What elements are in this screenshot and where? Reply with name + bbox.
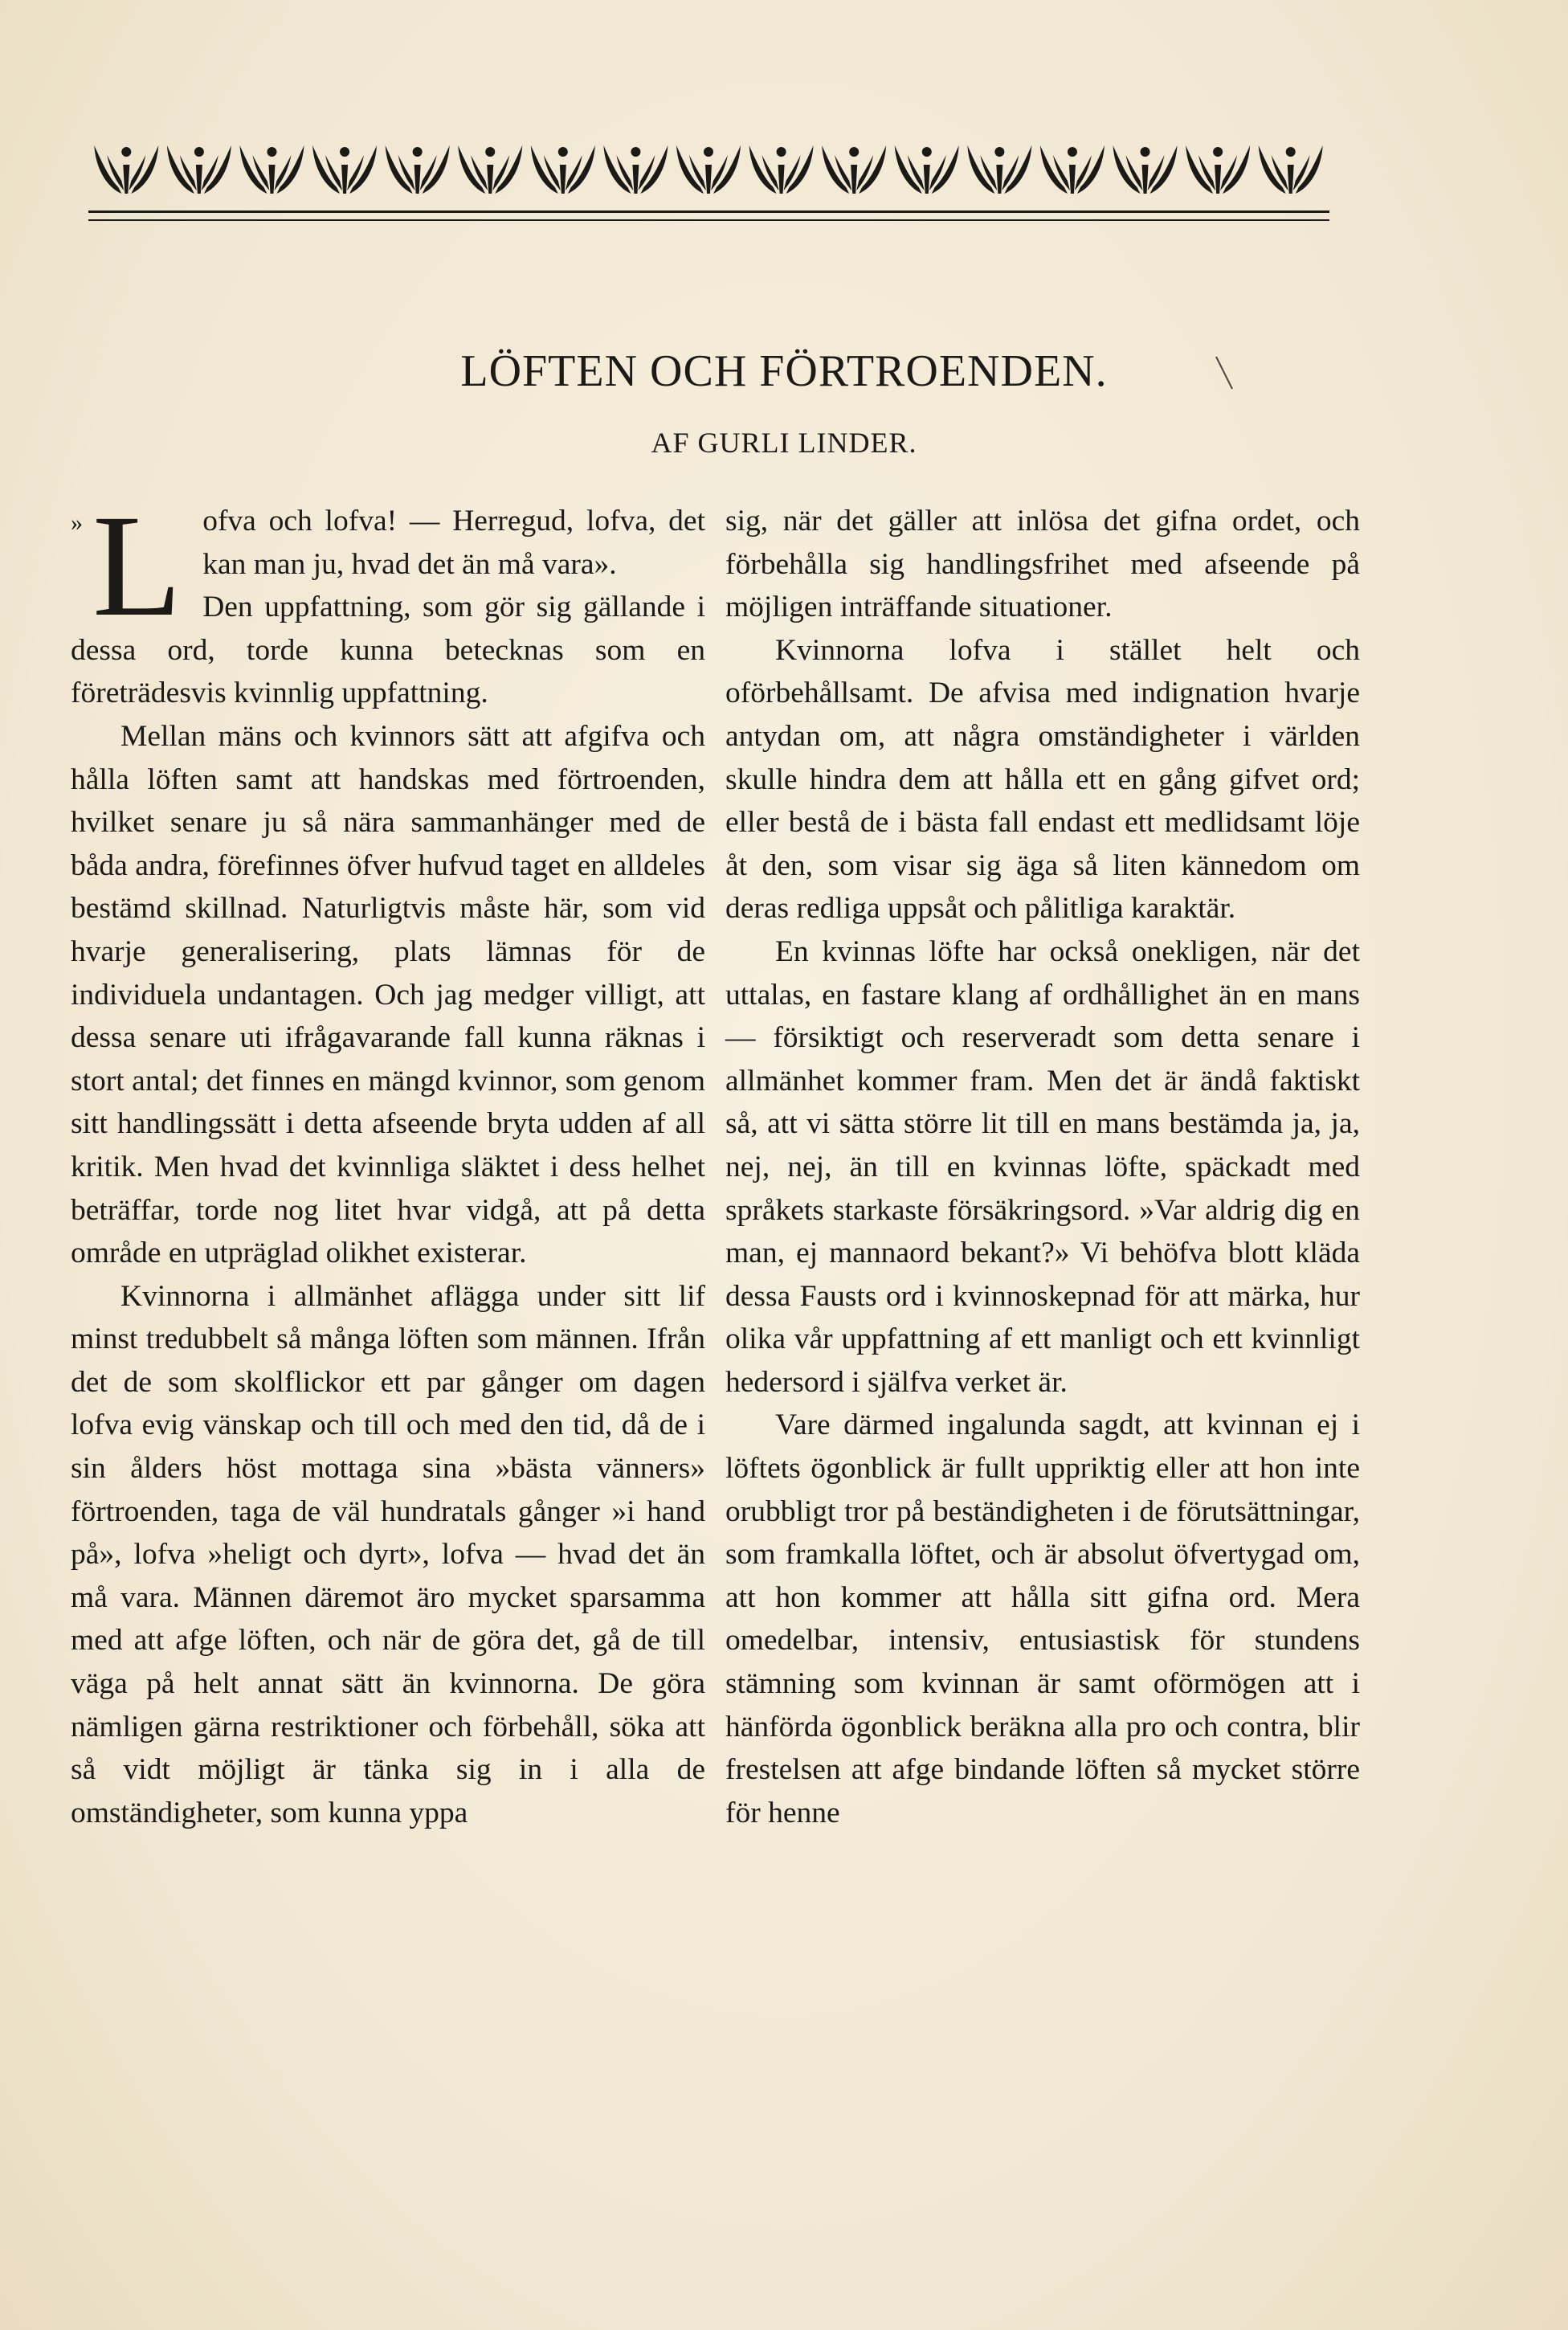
paragraph-4: Kvinnorna i allmänhet aflägga under sitt lif minst tredubbelt så många löften som männen. Ifrån det de som skolflickor ett par gånger om dagen lofva evig vänskap och till och med den tid, då de i sin ålders höst mottaga sina »bästa vänners» förtroenden, taga de väl hundratals gånger »i hand på», lofva »heligt och dyrt», lofva — hvad det än må vara. Männen däremot äro mycket sparsamma med att afge löften, och när de göra det, gå de till väga på helt annat sätt än kvinnorna. De göra nämligen gärna restriktioner och förbehåll, söka att så vidt möjligt är tänka sig in i alla de omständigheter, som kunna yppa xyxy=(71,1279,705,1829)
opening-quote: » xyxy=(71,509,83,536)
article-author: AF GURLI LINDER. xyxy=(651,427,917,459)
header-rule-thick xyxy=(88,211,1329,213)
paragraph-7: En kvinnas löfte har också onekligen, när det uttalas, en fastare klang af ordhållighet än en mans — försiktigt och reserveradt som detta senare i allmänhet kommer fram. Men det är ändå faktiskt så, att vi sätta större lit till en mans bestämda ja, ja, nej, nej, än till en kvinnas löfte, späckadt med språkets starkaste försäkringsord. »Var aldrig dig en man, ej mannaord bekant?» Vi behöfva blott kläda dessa Fausts ord i kvinnoskepnad för att märka, hur olika vår uppfattning af ett manligt och ett kvinnligt hedersord i själfva verket är. xyxy=(725,934,1360,1399)
left-column xyxy=(71,485,705,1834)
right-column xyxy=(725,500,1360,1834)
tulip-frieze-ornament-icon xyxy=(90,141,1327,197)
paragraph-8: Vare därmed ingalunda sagdt, att kvinnan ej i löftets ögonblick är fullt uppriktig eller att hon inte orubbligt tror på beständigheten i de förutsättningar, som framkalla löftet, och är absolut öfvertygad om, att hon kommer att hålla sitt gifna ord. Mera omedelbar, intensiv, entusiastisk för stundens stämning som kvinnan är samt oförmögen att i hänförda ögonblick beräkna alla pro och contra, blir frestelsen att afge bindande löften så mycket större för henne xyxy=(725,1408,1360,1829)
article-title: LÖFTEN OCH FÖRTROENDEN. xyxy=(460,346,1108,396)
paragraph-1-text: ofva och lofva! — Herregud, lofva, det kan man ju, hvad det än må vara». xyxy=(202,505,705,581)
paragraph-2: Den uppfattning, som gör sig gällande i dessa ord, torde kunna betecknas som en företrädesvis kvinnlig uppfattning. xyxy=(71,591,705,710)
paragraph-1 xyxy=(71,485,705,647)
paragraph-6: Kvinnorna lofva i stället helt och oförbehållsamt. De afvisa med indignation hvarje antydan om, att några omständigheter i världen skulle hindra dem att hålla ett en gång gifvet ord; eller bestå de i bästa fall endast ett medlidsamt löje åt den, som visar sig äga så liten kännedom om deras redliga uppsåt och pålitliga karaktär. xyxy=(725,633,1360,926)
drop-cap: L xyxy=(92,485,182,647)
paragraph-5: sig, när det gäller att inlösa det gifna ordet, och förbehålla sig handlingsfrihet med afseende på möjligen inträffande situationer. xyxy=(725,505,1360,624)
paragraph-3: Mellan mäns och kvinnors sätt att afgifva och hålla löften samt att handskas med förtroenden, hvilket senare ju så nära sammanhänger med de båda andra, förefinnes öfver hufvud taget en alldeles bestämd skillnad. Naturligtvis måste här, som vid hvarje generalisering, plats lämnas för de individuela undantagen. Och jag medger villigt, att dessa senare uti ifrågavarande fall kunna räknas i stort antal; det finnes en mängd kvinnor, som genom sitt handlingssätt i detta afseende bryta udden af all kritik. Men hvad det kvinnliga släktet i dess helhet beträffar, torde nog litet hvar vidgå, att på detta område en utpräglad olikhet existerar. xyxy=(71,719,705,1270)
header-rule-thin xyxy=(88,219,1329,221)
